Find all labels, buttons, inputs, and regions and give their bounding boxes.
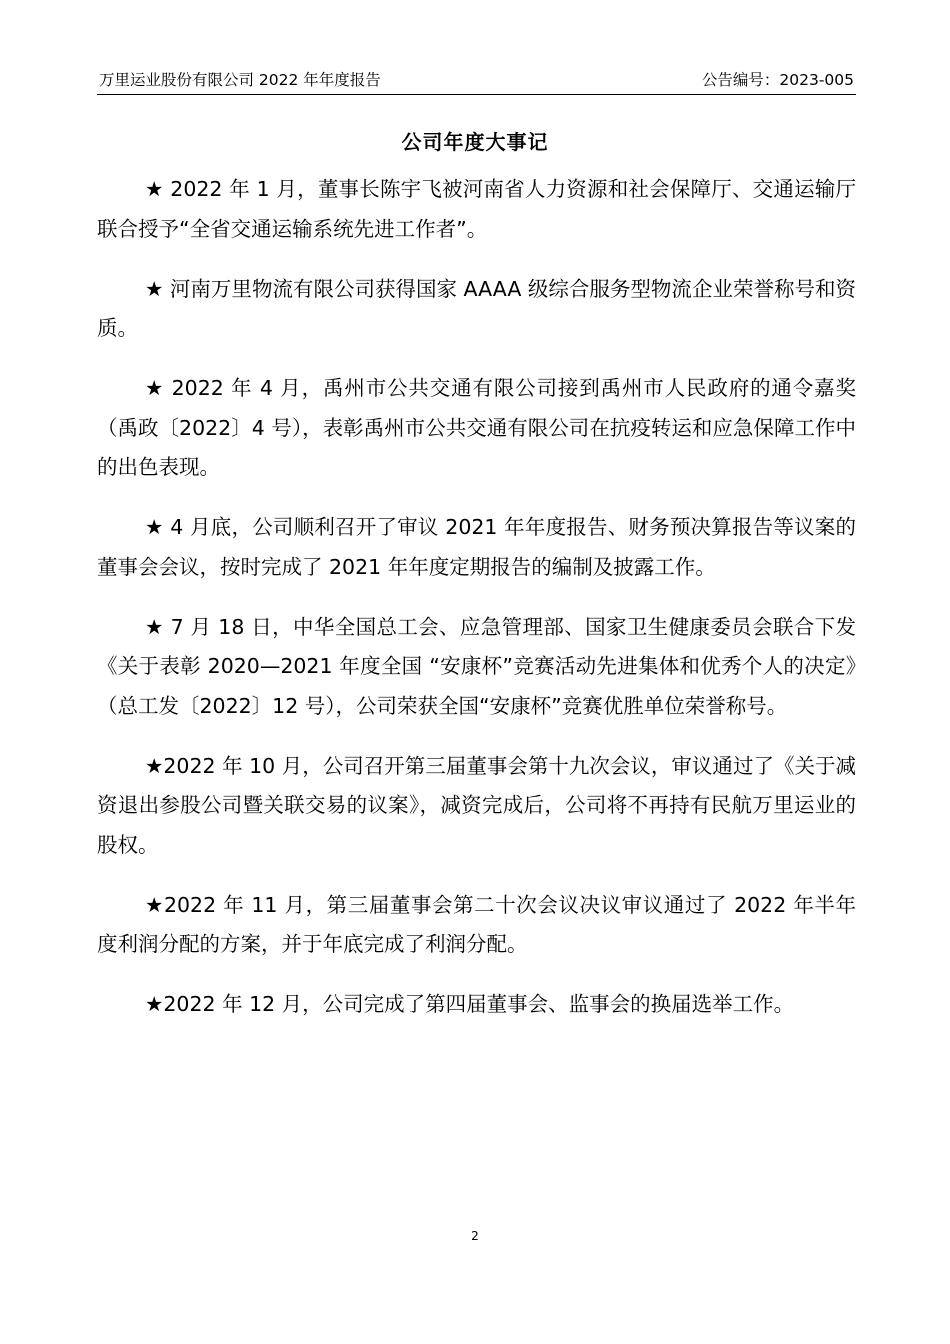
event-item-2: ★ 河南万里物流有限公司获得国家 AAAA 级综合服务型物流企业荣誉称号和资质。 [97, 276, 856, 340]
page-title: 公司年度大事记 [401, 130, 549, 154]
event-item-3: ★ 2022 年 4 月，禹州市公共交通有限公司接到禹州市人民政府的通令嘉奖（禹政〔2022〕4 号），表彰禹州市公共交通有限公司在抗疫转运和应急保障工作中的出色表现。 [97, 376, 856, 479]
event-item-1: ★ 2022 年 1 月，董事长陈宇飞被河南省人力资源和社会保障厅、交通运输厅联合授予“全省交通运输系统先进工作者”。 [97, 177, 856, 241]
announcement-number: 公告编号：2023-005 [701, 71, 854, 89]
event-item-5: ★ 7 月 18 日，中华全国总工会、应急管理部、国家卫生健康委员会联合下发《关于表彰 2020—2021 年度全国 “安康杯”竞赛活动先进集体和优秀个人的决定》（总工发〔2022〕12 号），公司荣获全国“安康杯”竞赛优胜单位荣誉称号。 [97, 614, 856, 718]
page-number: 2 [471, 1229, 479, 1243]
event-item-6: ★2022 年 10 月，公司召开第三届董事会第十九次会议，审议通过了《关于减资退出参股公司暨关联交易的议案》，减资完成后，公司将不再持有民航万里运业的股权。 [97, 753, 856, 857]
event-item-8: ★2022 年 12 月，公司完成了第四届董事会、监事会的换届选举工作。 [145, 992, 795, 1016]
page-header [97, 68, 856, 95]
report-title: 万里运业股份有限公司 2022 年年度报告 [99, 71, 381, 89]
event-item-4: ★ 4 月底，公司顺利召开了审议 2021 年年度报告、财务预决算报告等议案的董事会会议，按时完成了 2021 年年度定期报告的编制及披露工作。 [97, 515, 856, 579]
events-list [97, 170, 856, 1045]
event-item-7: ★2022 年 11 月，第三届董事会第二十次会议决议审议通过了 2022 年半年度利润分配的方案，并于年底完成了利润分配。 [97, 892, 856, 956]
